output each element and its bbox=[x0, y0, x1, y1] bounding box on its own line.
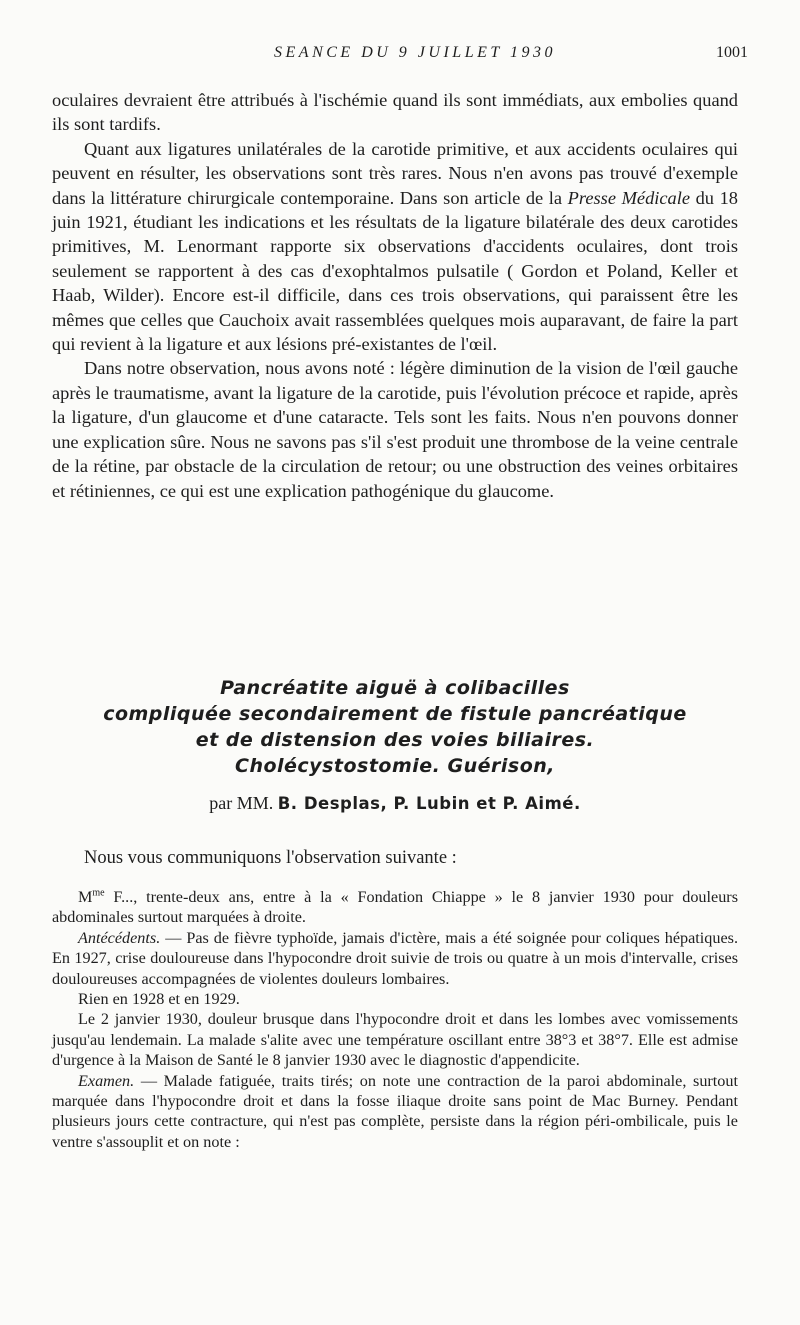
observation-paragraph-5 bbox=[52, 1071, 738, 1153]
article-title bbox=[52, 675, 738, 779]
observation-paragraph-3: Rien en 1928 et en 1929. bbox=[78, 990, 240, 1009]
running-title: SEANCE DU 9 JUILLET 1930 bbox=[274, 44, 556, 61]
paragraph-3: Dans notre observation, nous avons noté : légère diminution de la vision de l'œil gauche après le traumatisme, avant la ligature de la carotide, puis l'évolution précoce et rapide, après la ligature, d'un glaucome et d'une cataracte. Tels sont les faits. Nous n'en pouvons donner une explication sûre. Nous ne savons pas s'il s'est produit une thrombose de la veine centrale de la rétine, par obstacle de la circulation de retour; ou une obstruction des veines orbitaires et rétiniennes, ce qui est une explication pathogénique du glaucome. bbox=[52, 358, 738, 501]
title-line-2: compliquée secondairement de fistule pancréatique bbox=[103, 703, 687, 725]
author-names: B. Desplas, P. Lubin et P. Aimé. bbox=[277, 794, 581, 813]
authors-line bbox=[52, 793, 738, 814]
examen-text: — Malade fatiguée, traits tirés; on note une contraction de la paroi abdominale, surtout marquée dans l'hypocondre droit et dans la fosse iliaque droite sans point de Mac Burney. Pendant plusieurs jours cette contracture, qui n'est pas complète, persiste dans la région péri-ombilicale, puis le ventre s'assouplit et on note : bbox=[52, 1071, 738, 1151]
intro-line: Nous vous communiquons l'observation suivante : bbox=[84, 848, 457, 868]
observation-text bbox=[52, 887, 738, 1152]
title-line-1: Pancréatite aiguë à colibacilles bbox=[220, 677, 570, 699]
paragraph-1: oculaires devraient être attribués à l'ischémie quand ils sont immédiats, aux embolies quand ils sont tardifs. bbox=[52, 90, 738, 135]
title-line-3: et de distension des voies biliaires. bbox=[195, 729, 595, 751]
authors-prefix: par MM. bbox=[209, 793, 274, 813]
patient-sup: me bbox=[92, 887, 105, 899]
paragraph-2 bbox=[52, 137, 738, 357]
paragraph-2-end: du 18 juin 1921, étudiant les indications et les résultats de la ligature bilatérale des deux carotides primitives, M. Lenormant rapporte six observations d'accidents oculaires, dont trois seulement se rapportent à des cas d'exophtalmos pulsatile ( Gordon et Poland, Keller et Haab, Wilder). Encore est-il difficile, dans ces trois observations, qui paraissent être les mêmes que celles que Cauchoix avait rassemblées quelques mois auparavant, de faire la part qui revient à la ligature et aux lésions pré-existantes de l'œil. bbox=[52, 187, 738, 355]
observation-p1-text: F..., trente-deux ans, entre à la « Fondation Chiappe » le 8 janvier 1930 pour douleurs abdominales surtout marquées à droite. bbox=[52, 888, 738, 927]
title-line-4: Cholécystostomie. Guérison, bbox=[235, 755, 555, 777]
body-text bbox=[52, 88, 738, 503]
observation-paragraph-2 bbox=[52, 928, 738, 989]
running-head bbox=[52, 44, 748, 68]
patient-abbr: M bbox=[78, 888, 93, 906]
antecedents-text: — Pas de fièvre typhoïde, jamais d'ictère, mais a été soignée pour coliques hépatiques. En 1927, crise douloureuse dans l'hypocondre droit suivie de trois ou quatre à un mois d'intervalle, crises douloureuses accompagnées de violentes douleurs lombaires. bbox=[52, 928, 738, 988]
observation-paragraph-1 bbox=[52, 887, 738, 928]
page-number: 1001 bbox=[716, 44, 748, 61]
antecedents-label: Antécédents. bbox=[78, 928, 161, 947]
journal-name: Presse Médicale bbox=[567, 187, 691, 208]
paragraph-2-start: Quant aux ligatures unilatérales de la carotide primitive, et aux accidents oculaires qui peuvent en résulter, les observations sont très rares. Nous n'en avons pas trouvé d'exemple dans la littérature chirurgicale contemporaine. Dans son article de la bbox=[52, 138, 738, 208]
observation-paragraph-4: Le 2 janvier 1930, douleur brusque dans l'hypocondre droit et dans les lombes avec vomissements jusqu'au lendemain. La malade s'alite avec une température oscillant entre 38°3 et 38°7. Elle est admise d'urgence à la Maison de Santé le 8 janvier 1930 avec le diagnostic d'appendicite. bbox=[52, 1010, 738, 1070]
examen-label: Examen. bbox=[78, 1071, 135, 1090]
